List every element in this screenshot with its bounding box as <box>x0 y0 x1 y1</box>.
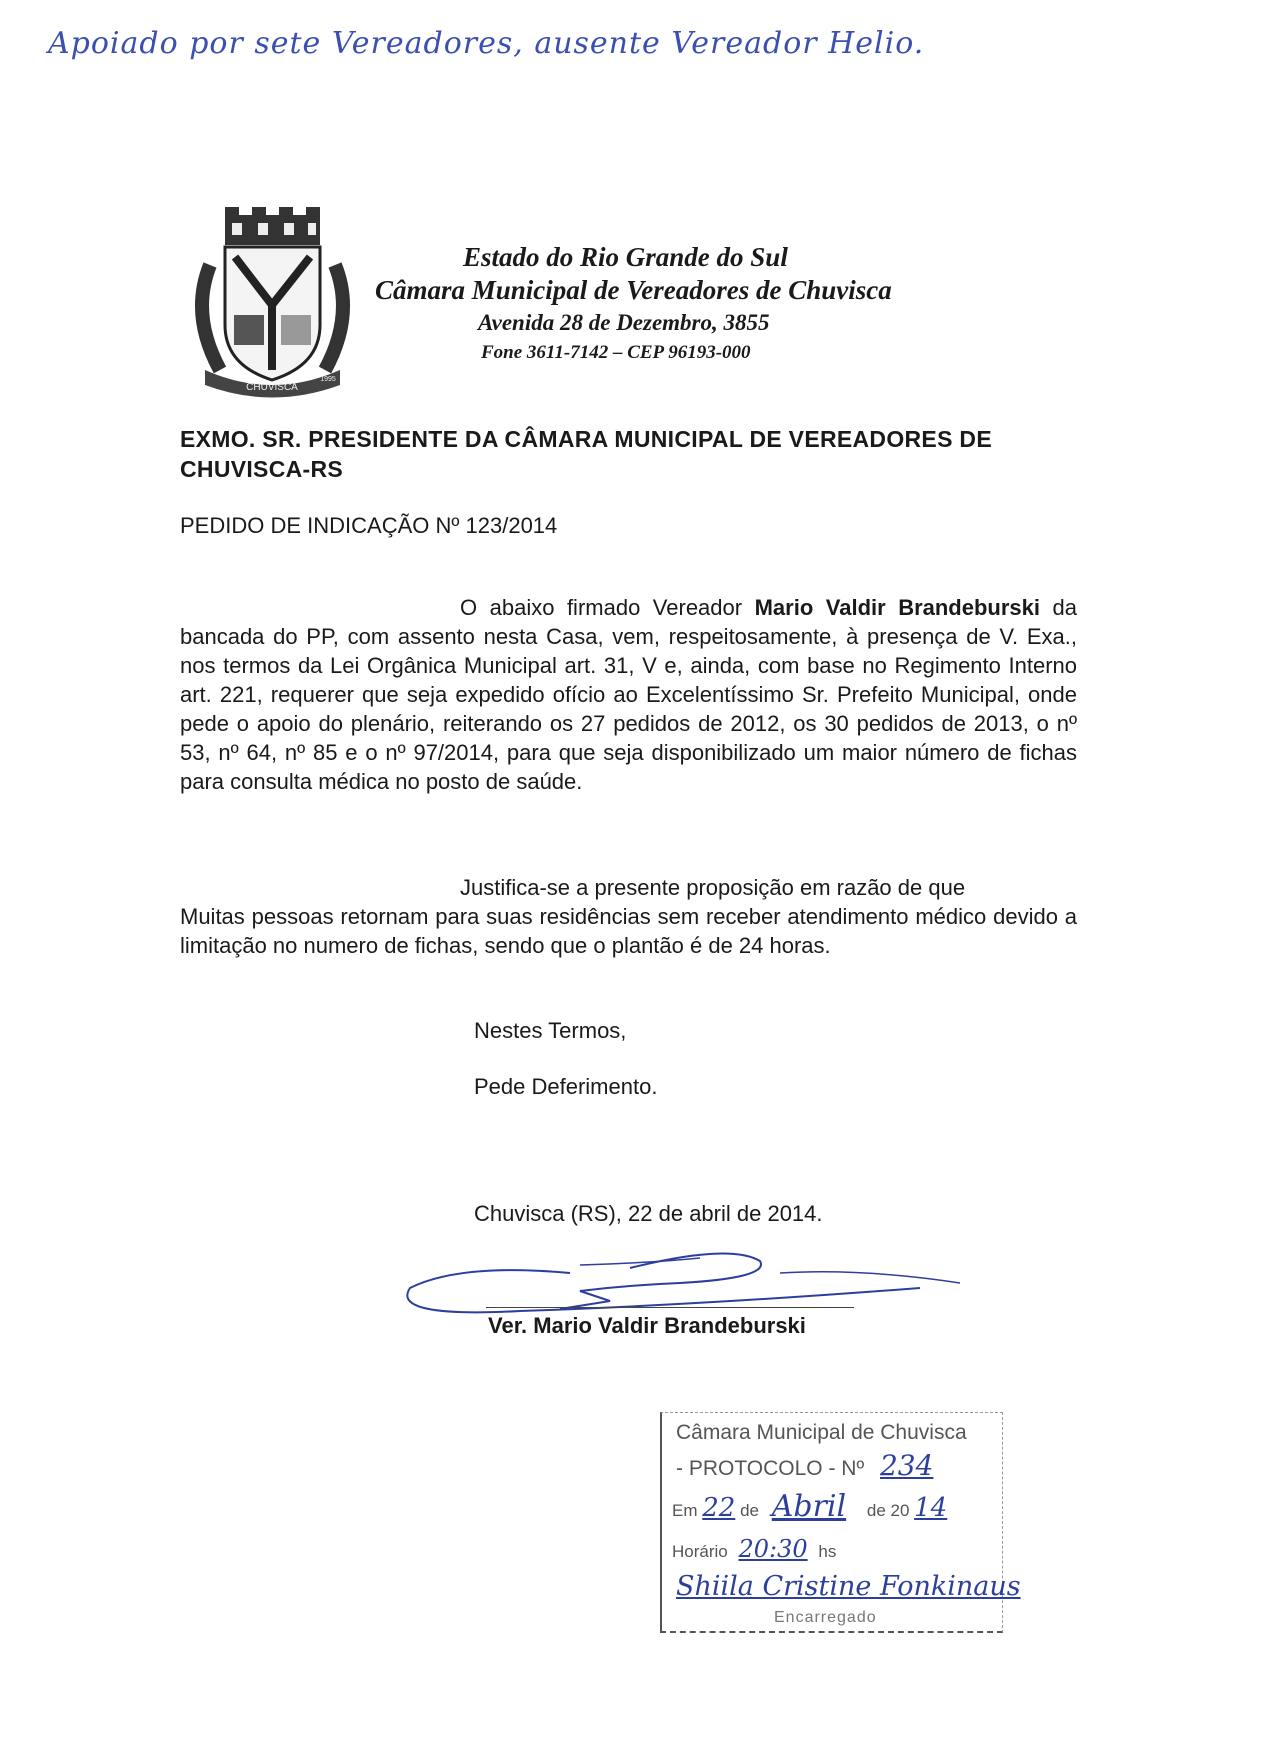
crest-motto: CHUVISCA <box>246 382 298 393</box>
body-paragraph-2 <box>180 873 1077 960</box>
signature-line <box>486 1307 854 1308</box>
letterhead <box>375 242 935 364</box>
closing-terms: Nestes Termos, <box>474 1018 627 1043</box>
stamp-year-label: de 20 <box>866 1501 910 1520</box>
municipal-crest <box>190 205 355 405</box>
stamp-protocol <box>676 1449 933 1482</box>
stamp-signatory: Shiila Cristine Fonkinaus <box>676 1571 1021 1602</box>
p1-rest: da bancada do PP, com assento nesta Casa, vem, respeitosamente, à presença de V. Exa., nos termos da Lei Orgânica Municipal art. 31, V e, ainda, com base no Regimento Interno art. 221, requerer que seja expedido ofício ao Excelentíssimo Sr. Prefeito Municipal, onde pede o apoio do plenário, reiterando os 27 pedidos de 2012, os 30 pedidos de 2013, o nº 53, nº 64, nº 85 e o nº 97/2014, para que seja disponibilizado um maior número de fichas para consulta médica no posto de saúde. <box>180 595 1077 794</box>
request-number: PEDIDO DE INDICAÇÃO Nº 123/2014 <box>180 513 558 538</box>
signatory-name: Ver. Mario Valdir Brandeburski <box>488 1313 806 1338</box>
stamp-signature <box>676 1571 1021 1611</box>
stamp-title: Câmara Municipal de Chuvisca <box>676 1421 967 1444</box>
p2-start: Justifica-se a presente proposição em razão de que <box>460 875 966 900</box>
stamp-em-label: Em <box>672 1501 698 1520</box>
stamp-time: 20:30 <box>738 1535 808 1563</box>
crest-year: 1995 <box>320 376 336 383</box>
addressee-heading: EXMO. SR. PRESIDENTE DA CÂMARA MUNICIPAL DE VEREADORES DE CHUVISCA-RS <box>180 426 992 482</box>
p1-start: O abaixo firmado Vereador <box>460 595 755 620</box>
letterhead-state: Estado do Rio Grande do Sul <box>463 242 788 272</box>
stamp-year: 14 <box>914 1493 948 1523</box>
stamp-day: 22 <box>702 1493 736 1523</box>
body-paragraph-1 <box>180 593 1077 796</box>
closing-request: Pede Deferimento. <box>474 1074 658 1099</box>
letterhead-address: Avenida 28 de Dezembro, 3855 <box>478 310 770 335</box>
letterhead-phone: Fone 3611-7142 – CEP 96193-000 <box>481 342 751 363</box>
protocol-stamp <box>660 1412 1021 1633</box>
stamp-role: Encarregado <box>774 1609 877 1626</box>
stamp-time-row <box>672 1535 836 1563</box>
handwritten-note: Apoiado por sete Vereadores, ausente Vereador Helio. <box>48 26 925 61</box>
p2-rest: Muitas pessoas retornam para suas residências sem receber atendimento médico devido a limitação no numero de fichas, sendo que o plantão é de 24 horas. <box>180 904 1077 958</box>
stamp-protocol-number: 234 <box>879 1449 934 1482</box>
stamp-de-label: de <box>740 1501 759 1520</box>
stamp-horario-label: Horário <box>672 1542 728 1561</box>
stamp-protocol-label: - PROTOCOLO - Nº <box>676 1457 865 1480</box>
stamp-date-row <box>672 1489 947 1524</box>
councilor-name: Mario Valdir Brandeburski <box>754 595 1041 620</box>
stamp-hs-label: hs <box>818 1542 837 1561</box>
letterhead-chamber: Câmara Municipal de Vereadores de Chuvisca <box>375 275 892 305</box>
stamp-month: Abril <box>771 1489 847 1524</box>
place-date: Chuvisca (RS), 22 de abril de 2014. <box>474 1201 823 1226</box>
